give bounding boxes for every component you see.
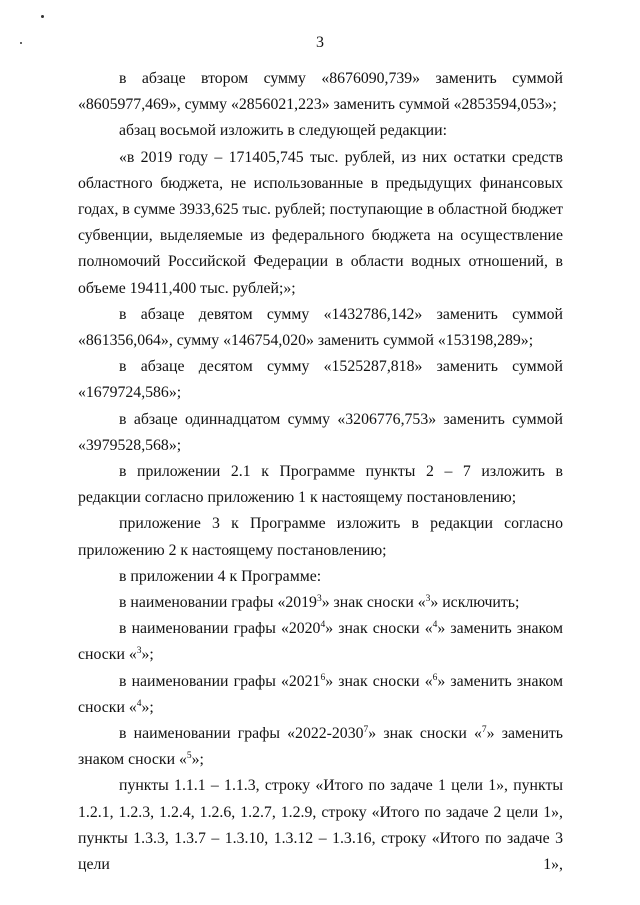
text-span: в наименовании графы «2022-2030 (119, 725, 364, 743)
footnote-mark: 4 (320, 620, 326, 631)
footnote-mark: 5 (186, 751, 192, 762)
footnote-mark: 4 (432, 620, 438, 631)
paragraph: в абзаце десятом сумму «1525287,818» заменить суммой «1679724,586»; (78, 358, 563, 402)
text-span: » знак сноски « (321, 594, 426, 612)
footnote-mark: 6 (432, 672, 438, 683)
paragraph-footnote-change (78, 721, 563, 773)
footnote-mark: 7 (481, 725, 487, 736)
text-span: »; (141, 646, 154, 664)
text-span: »; (141, 698, 154, 716)
document-body (78, 66, 563, 878)
text-span: » знак сноски « (325, 620, 433, 638)
text-span: » знак сноски « (325, 672, 433, 690)
text-span: » знак сноски « (368, 725, 482, 743)
footnote-mark: 3 (136, 646, 142, 657)
paragraph: в абзаце втором сумму «8676090,739» заменить суммой «8605977,469», сумму «2856021,223» заменить суммой «2853594,053»; (78, 70, 563, 114)
text-span: в наименовании графы «2020 (119, 620, 321, 638)
page-number: 3 (316, 34, 324, 51)
paragraph: в абзаце девятом сумму «1432786,142» заменить суммой «861356,064», сумму «146754,020» заменить суммой «153198,289»; (78, 305, 563, 350)
footnote-mark: 4 (136, 698, 142, 709)
text-span: » исключить; (430, 594, 520, 612)
paragraph-footnote-change (78, 669, 563, 721)
paragraph: в приложении 2.1 к Программе пункты 2 – 7 изложить в редакции согласно приложению 1 к настоящему постановлению; (78, 463, 563, 507)
paragraph: абзац восьмой изложить в следующей редакции: (119, 122, 447, 140)
footnote-mark: 3 (425, 594, 431, 605)
text-span: » заменить знаком сноски « (78, 725, 564, 769)
paragraph: в абзаце одиннадцатом сумму «3206776,753» заменить суммой «3979528,568»; (78, 410, 563, 454)
paragraph: «в 2019 году – 171405,745 тыс. рублей, из них остатки средств областного бюджета, не использованные в предыдущих финансовых годах, в сумме 3933,625 тыс. рублей; поступающие в областной бюджет субвенции, выделяемые из федерального бюджета на осуществление полномочий Российской Федерации в области водных отношений, в объеме 19411,400 тыс. рублей;»; (78, 148, 563, 297)
footnote-mark: 6 (320, 672, 326, 683)
text-span: » заменить знаком сноски « (78, 672, 563, 716)
text-span: »; (191, 751, 204, 769)
paragraph-footnote-change (78, 616, 563, 668)
text-span: в наименовании графы «2021 (119, 672, 321, 690)
paragraph-footnote-change (78, 590, 563, 616)
paragraph: пункты 1.1.1 – 1.1.3, строку «Итого по задаче 1 цели 1», пункты 1.2.1, 1.2.3, 1.2.4, 1.2.6, 1.2.7, 1.2.9, строку «Итого по задаче 2 цели 1», пункты 1.3.3, 1.3.7 – 1.3.10, 1.3.12 – 1.3.16, строку «Итого по задаче 3 цели 1», (78, 777, 563, 874)
paragraph: приложение 3 к Программе изложить в редакции согласно приложению 2 к настоящему постановлению; (78, 515, 563, 559)
footnote-mark: 7 (363, 725, 369, 736)
footnote-mark: 3 (316, 594, 322, 605)
paragraph: в приложении 4 к Программе: (119, 567, 322, 585)
scan-speck (41, 15, 44, 18)
text-span: » заменить знаком сноски « (78, 620, 563, 664)
text-span: в наименовании графы «2019 (119, 594, 317, 612)
